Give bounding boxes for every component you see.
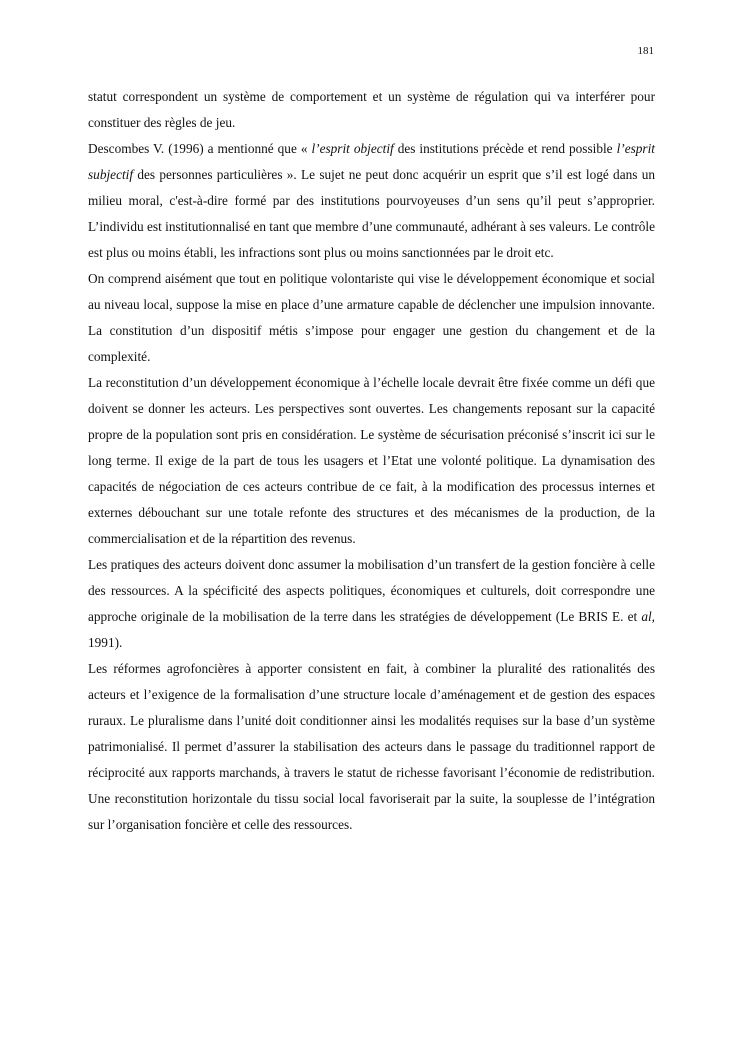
paragraph-2 (88, 136, 655, 266)
paragraph-2-text-1: Descombes V. (1996) a mentionné que « (88, 141, 312, 156)
page-number: 181 (637, 45, 654, 57)
paragraph-3: On comprend aisément que tout en politique volontariste qui vise le développement économique et social au niveau local, suppose la mise en place d’une armature capable de déclencher une impulsion innovante. La constitution d’un dispositif métis s’impose pour engager une gestion du changement et de la complexité. (88, 271, 655, 364)
paragraph-2-italic-2: l’esprit subjectif (88, 141, 655, 182)
paragraph-6: Les réformes agrofoncières à apporter consistent en fait, à combiner la pluralité des rationalités des acteurs et l’exigence de la formalisation d’une structure locale d’aménagement et de gestion des espaces ruraux. Le pluralisme dans l’unité doit conditionner ainsi les modalités requises sur la base d’un système patrimonialisé. Il permet d’assurer la stabilisation des acteurs dans le passage du traditionnel rapport de réciprocité aux rapports marchands, à travers le statut de richesse favorisant l’économie de redistribution. Une reconstitution horizontale du tissu social local favoriserait par la suite, la souplesse de l’intégration sur l’organisation foncière et celle des ressources. (88, 661, 655, 832)
paragraph-5-text-1: Les pratiques des acteurs doivent donc assumer la mobilisation d’un transfert de la gestion foncière à celle des ressources. A la spécificité des aspects politiques, économiques et culturels, doit correspondre une approche originale de la mobilisation de la terre dans les stratégies de développement (Le BRIS E. et (88, 557, 655, 624)
paragraph-2-text-3: des personnes particulières ». Le sujet ne peut donc acquérir un esprit que s’il est logé dans un milieu moral, c'est-à-dire formé par des institutions pourvoyeuses d’un sens qu’il peut s’approprier. L’individu est institutionnalisé en tant que membre d’une communauté, adhérant à ses valeurs. Le contrôle est plus ou moins établi, les infractions sont plus ou moins sanctionnées par le droit etc. (88, 167, 655, 260)
paragraph-4: La reconstitution d’un développement économique à l’échelle locale devrait être fixée comme un défi que doivent se donner les acteurs. Les perspectives sont ouvertes. Les changements reposant sur la capacité propre de la population sont pris en considération. Le système de sécurisation préconisé s’inscrit ici sur le long terme. Il exige de la part de tous les usagers et l’Etat une volonté politique. La dynamisation des capacités de négociation de ces acteurs contribue de ce fait, à la modification des processus internes et externes débouchant sur une totale refonte des structures et des mécanismes de la production, de la commercialisation et de la répartition des revenus. (88, 375, 655, 546)
body-text (88, 84, 655, 838)
paragraph-2-text-2: des institutions précède et rend possible (393, 141, 617, 156)
paragraph-1: statut correspondent un système de comportement et un système de régulation qui va interférer pour constituer des règles de jeu. (88, 89, 655, 130)
paragraph-2-italic-1: l’esprit objectif (311, 141, 394, 156)
paragraph-5 (88, 552, 655, 656)
paragraph-5-italic-1: al, (641, 609, 655, 624)
paragraph-5-text-2: 1991). (88, 635, 123, 650)
